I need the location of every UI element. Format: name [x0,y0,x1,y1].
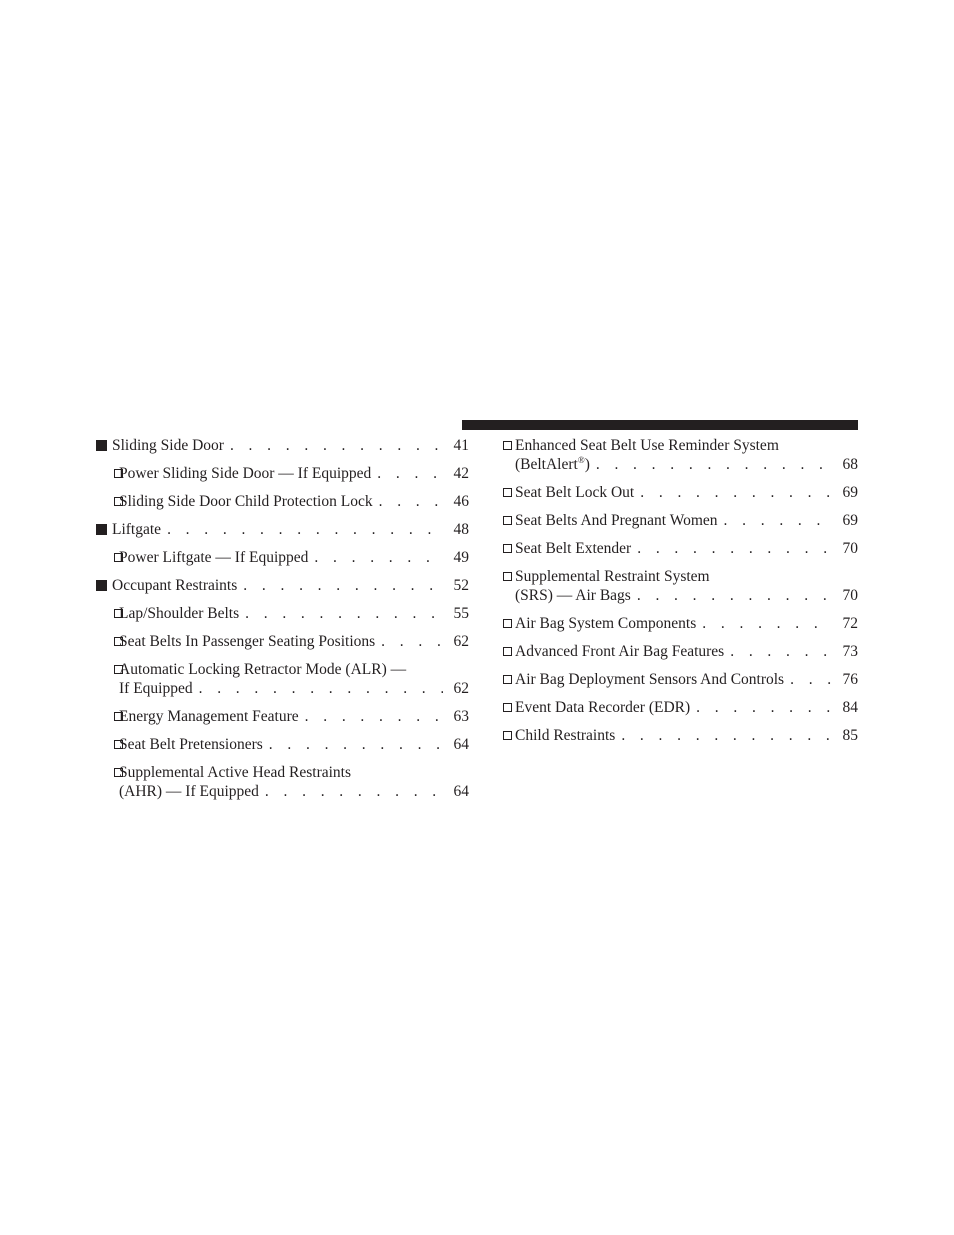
toc-entry-title: Power Liftgate — If Equipped [119,549,309,566]
toc-entry-power-sliding-side-door-if-equipped[interactable] [96,464,469,483]
dot-leader [199,679,443,698]
toc-page-number: 62 [453,633,469,650]
toc-page-number: 70 [842,540,858,557]
toc-page-number: 46 [453,493,469,510]
toc-entry-air-bag-system-components[interactable] [503,614,858,633]
toc-entry-title: Occupant Restraints [112,577,238,594]
toc-entry-event-data-recorder-edr[interactable] [503,698,858,717]
toc-entry-title: Sliding Side Door [112,437,224,454]
open-square-bullet-icon [503,670,512,689]
toc-entry-title: (AHR) — If Equipped [119,783,259,800]
toc-entry-title: Energy Management Feature [119,708,299,725]
toc-entry-advanced-front-air-bag-features[interactable] [503,642,858,661]
dot-leader [167,520,443,539]
open-square-bullet-icon [503,511,512,530]
dot-leader [314,548,443,567]
toc-entry-title: (SRS) — Air Bags [515,587,631,604]
toc-entry-supplemental-restraint-system[interactable] [503,567,858,605]
open-square-bullet-icon [114,604,123,623]
toc-entry-title: Seat Belt Pretensioners [119,736,263,753]
toc-page-number: 55 [453,605,469,622]
toc-entry-title: Advanced Front Air Bag Features [515,643,725,660]
toc-entry-title: Event Data Recorder (EDR) [515,699,691,716]
dot-leader [702,614,832,633]
toc-entry-seat-belt-lock-out[interactable] [503,483,858,502]
toc-entry-title-line1: Supplemental Restraint System [515,568,710,585]
toc-entry-title: Air Bag Deployment Sensors And Controls [515,671,785,688]
toc-entry-title: Seat Belt Extender [515,540,632,557]
toc-entry-seat-belt-pretensioners[interactable] [96,735,469,754]
toc-entry-seat-belts-and-pregnant-women[interactable] [503,511,858,530]
dot-leader [265,782,443,801]
toc-entry-seat-belt-extender[interactable] [503,539,858,558]
toc-entry-title: Seat Belt Lock Out [515,484,635,501]
open-square-bullet-icon [114,548,123,567]
toc-entry-title-line1: Supplemental Active Head Restraints [119,764,352,781]
toc-entry-lap-shoulder-belts[interactable] [96,604,469,623]
toc-page-number: 72 [842,615,858,632]
toc-page-number: 69 [842,484,858,501]
dot-leader [243,576,443,595]
dot-leader [724,511,832,530]
toc-page-number: 41 [453,437,469,454]
toc-entry-title: Sliding Side Door Child Protection Lock [119,493,373,510]
toc-entry-sliding-side-door[interactable] [96,436,469,455]
toc-entry-title: Lap/Shoulder Belts [119,605,240,622]
toc-entry-supplemental-active-head-restraints[interactable] [96,763,469,801]
toc-page-number: 85 [842,727,858,744]
toc-page-number: 64 [453,783,469,800]
toc-page-number: 63 [453,708,469,725]
toc-page-number: 42 [453,465,469,482]
toc-entry-automatic-locking-retractor-mode-alr[interactable] [96,660,469,698]
toc-entry-title: Seat Belts In Passenger Seating Positions [119,633,376,650]
toc-entry-liftgate[interactable] [96,520,469,539]
toc-entry-enhanced-seat-belt-use-reminder-system[interactable] [503,436,858,474]
open-square-bullet-icon [114,632,123,651]
dot-leader [730,642,832,661]
filled-square-bullet-icon [96,520,107,539]
toc-page-number: 76 [842,671,858,688]
toc-page-number: 69 [842,512,858,529]
toc-page-number: 73 [842,643,858,660]
toc-page-number: 68 [842,456,858,473]
open-square-bullet-icon [114,763,123,782]
toc-entry-title: Child Restraints [515,727,616,744]
toc-entry-energy-management-feature[interactable] [96,707,469,726]
dot-leader [269,735,443,754]
dot-leader [640,483,832,502]
toc-entry-occupant-restraints[interactable] [96,576,469,595]
filled-square-bullet-icon [96,576,107,595]
header-rule-bar [462,420,858,430]
open-square-bullet-icon [114,464,123,483]
toc-page-number: 84 [842,699,858,716]
toc-entry-title: Power Sliding Side Door — If Equipped [119,465,372,482]
open-square-bullet-icon [503,483,512,502]
dot-leader [377,464,443,483]
dot-leader [596,455,832,474]
toc-entry-power-liftgate-if-equipped[interactable] [96,548,469,567]
toc-entry-title: Liftgate [112,521,162,538]
dot-leader [621,726,832,745]
dot-leader [637,539,832,558]
toc-page-number: 62 [453,680,469,697]
open-square-bullet-icon [503,642,512,661]
toc-entry-sliding-side-door-child-protection-lock[interactable] [96,492,469,511]
toc-entry-title: Air Bag System Components [515,615,697,632]
open-square-bullet-icon [503,698,512,717]
open-square-bullet-icon [503,436,512,455]
open-square-bullet-icon [114,492,123,511]
toc-page-number: 49 [453,549,469,566]
toc-entry-air-bag-deployment-sensors-and-controls[interactable] [503,670,858,689]
toc-entry-title: If Equipped [119,680,193,697]
toc-page-number: 64 [453,736,469,753]
dot-leader [637,586,832,605]
toc-page-number: 70 [842,587,858,604]
toc-entry-title-line1: Enhanced Seat Belt Use Reminder System [515,437,779,454]
toc-entry-title: Seat Belts And Pregnant Women [515,512,718,529]
open-square-bullet-icon [503,726,512,745]
open-square-bullet-icon [503,614,512,633]
dot-leader [379,492,443,511]
open-square-bullet-icon [114,735,123,754]
toc-page-number: 48 [453,521,469,538]
dot-leader [230,436,443,455]
open-square-bullet-icon [503,567,512,586]
toc-entry-title-line1: Automatic Locking Retractor Mode (ALR) — [119,661,407,678]
open-square-bullet-icon [114,707,123,726]
open-square-bullet-icon [114,660,123,679]
dot-leader [696,698,832,717]
toc-entry-title: (BeltAlert®) [515,454,590,473]
toc-entry-child-restraints[interactable] [503,726,858,745]
toc-page-number: 52 [453,577,469,594]
filled-square-bullet-icon [96,436,107,455]
dot-leader [305,707,443,726]
open-square-bullet-icon [503,539,512,558]
dot-leader [381,632,443,651]
dot-leader [790,670,832,689]
toc-entry-seat-belts-in-passenger-seating-positions[interactable] [96,632,469,651]
dot-leader [245,604,443,623]
